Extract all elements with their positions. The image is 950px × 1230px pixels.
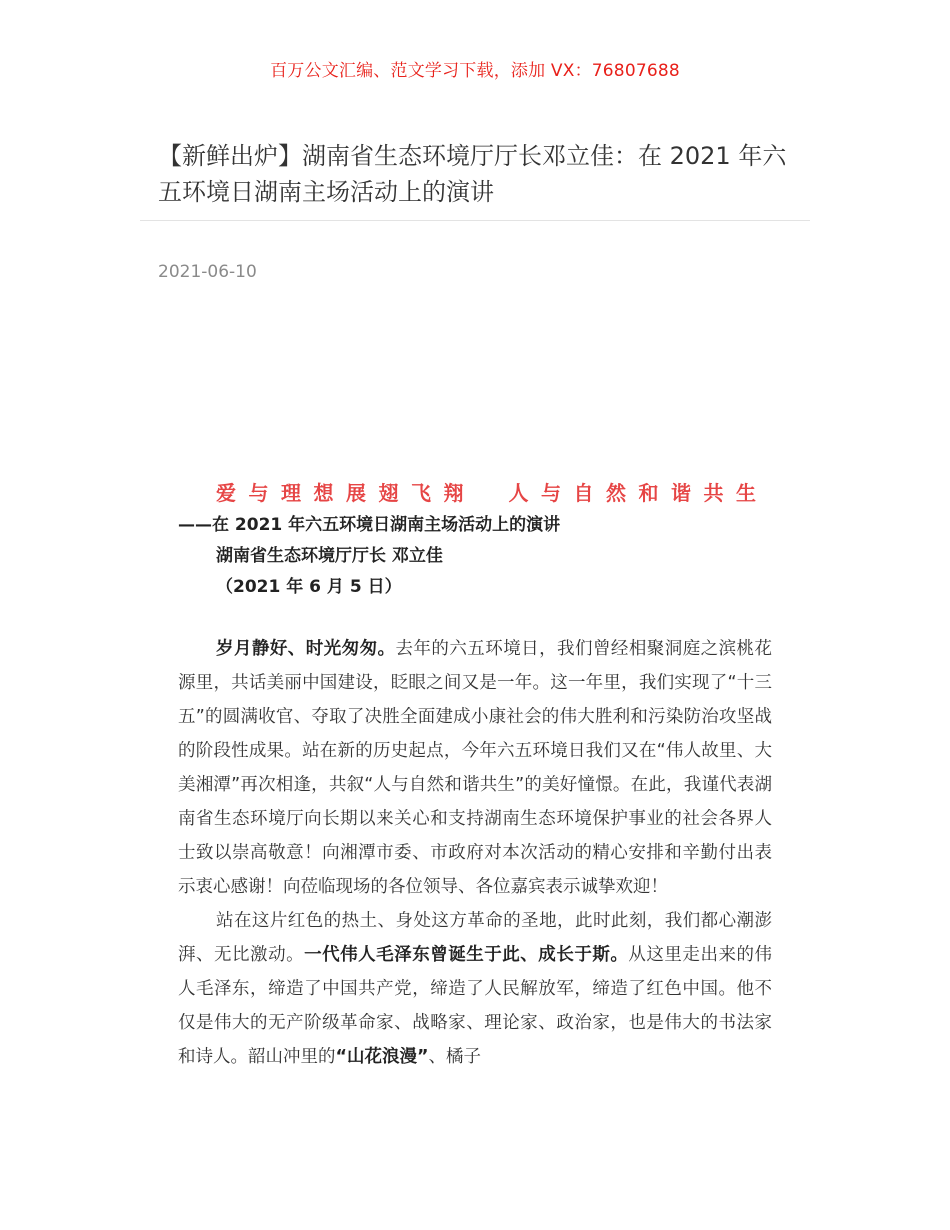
speech-headline: 爱与理想展翅飞翔 人与自然和谐共生 — [216, 481, 769, 505]
paragraph-1 — [178, 632, 772, 904]
paragraph-1-lead: 岁月静好、时光匆匆。 — [216, 639, 396, 659]
publish-date: 2021-06-10 — [158, 262, 257, 282]
speech-subtitle: ——在 2021 年六五环境日湖南主场活动上的演讲 — [178, 515, 561, 535]
paragraph-2-text-a: 站在这片红色的热土、身处这方革命的圣地，此时此刻，我们都心潮澎湃、无比激动。 — [178, 911, 772, 965]
speech-date: （2021 年 6 月 5 日） — [216, 577, 402, 597]
speaker-line: 湖南省生态环境厅厅长 邓立佳 — [216, 546, 443, 566]
speech-body — [178, 632, 772, 1074]
promo-banner: 百万公文汇编、范文学习下载，添加 VX：76807688 — [270, 61, 680, 81]
paragraph-1-text: 去年的六五环境日，我们曾经相聚洞庭之滨桃花源里，共话美丽中国建设，眨眼之间又是一年。这一年里，我们实现了“十三五”的圆满收官、夺取了决胜全面建成小康社会的伟大胜利和污染防治攻坚战的阶段性成果。站在新的历史起点，今年六五环境日我们又在“伟人故里、大美湘潭”再次相逢，共叙“人与自然和谐共生”的美好憧憬。在此，我谨代表湖南省生态环境厅向长期以来关心和支持湖南生态环境保护事业的社会各界人士致以崇高敬意！向湘潭市委、市政府对本次活动的精心安排和辛勤付出表示衷心感谢！向莅临现场的各位领导、各位嘉宾表示诚挚欢迎！ — [178, 639, 772, 897]
article-title: 【新鲜出炉】湖南省生态环境厅厅长邓立佳：在 2021 年六五环境日湖南主场活动上的演讲 — [158, 142, 787, 206]
paragraph-2 — [178, 904, 772, 1074]
paragraph-2-bold: 一代伟人毛泽东曾诞生于此、成长于斯。 — [304, 945, 629, 965]
title-divider — [140, 220, 810, 221]
paragraph-2-quote: “山花浪漫” — [335, 1047, 429, 1067]
paragraph-2-text-c: 、橘子 — [428, 1047, 482, 1067]
paragraph-2-text-b: 从这里走出来的伟人毛泽东，缔造了中国共产党，缔造了人民解放军，缔造了红色中国。他不仅是伟大的无产阶级革命家、战略家、理论家、政治家，也是伟大的书法家和诗人。韶山冲里的 — [178, 945, 772, 1067]
